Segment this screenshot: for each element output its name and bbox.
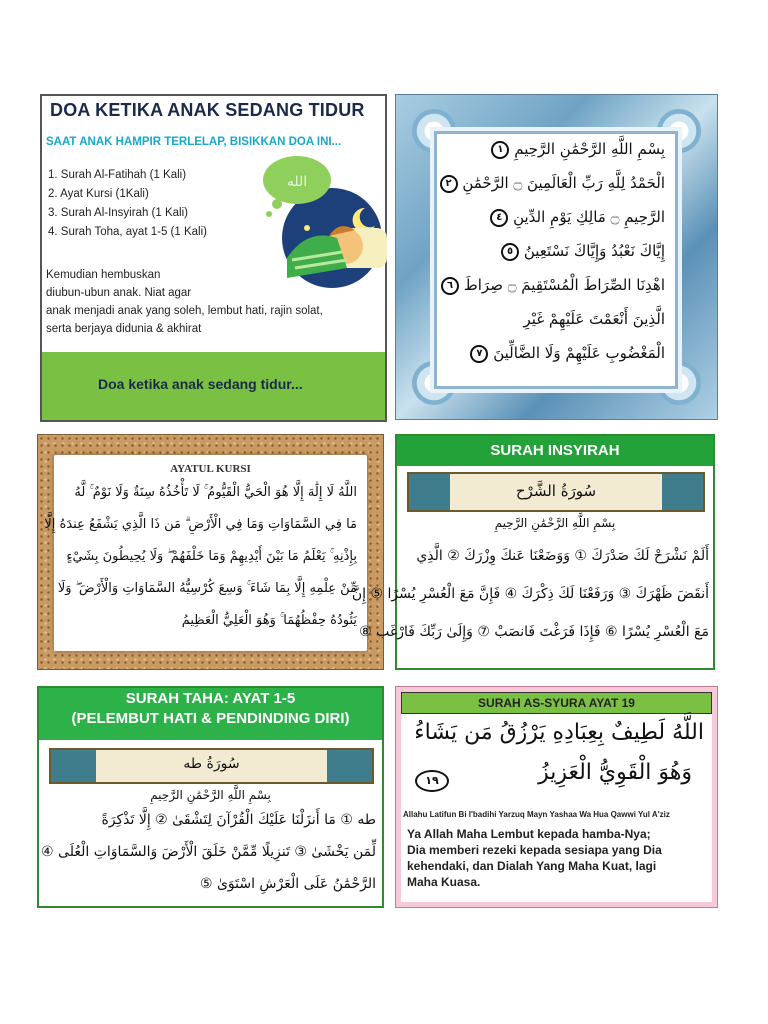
paragraph-line: anak menjadi anak yang soleh, lembut hati, rajin solat, — [46, 305, 323, 317]
translation-line: Dia memberi rezeki kepada sesiapa yang Dia — [407, 843, 662, 857]
list-item: 4. Surah Toha, ayat 1-5 (1 Kali) — [48, 226, 207, 238]
verse-number-icon: ١٩ — [415, 770, 449, 792]
verse-line: مَا فِي السَّمَاوَاتِ وَمَا فِي الْأَرْضِ ۗ مَن ذَا الَّذِي يَشْفَعُ عِندَهُ إِلَّا — [44, 517, 357, 532]
surah-banner — [49, 748, 374, 784]
verse-number-icon: ٥ — [501, 243, 519, 261]
doa-list — [48, 166, 207, 242]
verse-line: اللَّهُ لَا إِلَٰهَ إِلَّا هُوَ الْحَيُّ الْقَيُّومُ ۚ لَا تَأْخُذُهُ سِنَةٌ وَلَا نَوْمٌ ۚ لَّهُ — [74, 485, 357, 500]
verse-line: بِإِذْنِهِ ۚ يَعْلَمُ مَا بَيْنَ أَيْدِيهِمْ وَمَا خَلْفَهُمْ ۖ وَلَا يُحِيطُونَ بِشَيْءٍ — [66, 549, 357, 564]
verse-line: إِيَّاكَ نَعْبُدُ وَإِيَّاكَ نَسْتَعِينُ ٥ — [439, 242, 665, 261]
paragraph-line: Kemudian hembuskan — [46, 269, 161, 281]
translation-line: kehendaki, dan Dialah Yang Maha Kuat, lagi — [407, 859, 657, 873]
banner-text: سُورَةُ طه — [183, 756, 240, 772]
paragraph-line: diubun-ubun anak. Niat agar — [46, 287, 192, 299]
transliteration: Allahu Latifun Bi I'badihi Yarzuq Mayn Yashaa Wa Hua Qawwi Yul A'ziz — [403, 810, 670, 819]
verse-line: أَنقَضَ ظَهْرَكَ ③ وَرَفَعْنَا لَكَ ذِكْرَكَ ④ فَإِنَّ مَعَ الْعُسْرِ يُسْرًا ⑤ إِنَّ — [351, 586, 709, 602]
verse-line: الَّذِينَ أَنْعَمْتَ عَلَيْهِمْ غَيْرِ — [523, 310, 665, 328]
verse-line: اهْدِنَا الصِّرَاطَ الْمُسْتَقِيمَ ۝ صِرَاطَ ٦ — [439, 276, 665, 295]
taha-header — [39, 688, 382, 740]
taha-title: SURAH TAHA: AYAT 1-5 — [125, 690, 296, 707]
doa-paragraph — [46, 266, 386, 338]
doa-title: DOA KETIKA ANAK SEDANG TIDUR — [50, 100, 365, 120]
bismillah: بِسْمِ اللَّهِ الرَّحْمَٰنِ الرَّحِيمِ — [150, 788, 271, 802]
kursi-title: AYATUL KURSI — [170, 463, 251, 475]
verse-line: الرَّحْمَٰنُ عَلَى الْعَرْشِ اسْتَوَىٰ ⑤ — [199, 876, 376, 892]
syura-inner — [401, 692, 712, 902]
paragraph-line: serta berjaya didunia & akhirat — [46, 323, 202, 335]
taha-subtitle: (PELEMBUT HATI & PENDINDING DIRI) — [71, 710, 350, 727]
insyirah-card — [351, 434, 715, 670]
verse-number-icon: ٧ — [470, 345, 488, 363]
doa-subtitle: SAAT ANAK HAMPIR TERLELAP, BISIKKAN DOA INI... — [46, 136, 342, 148]
translation — [407, 826, 707, 890]
verse-number-icon: ١ — [491, 141, 509, 159]
surah-banner — [407, 472, 705, 512]
bismillah: بِسْمِ اللَّهِ الرَّحْمَٰنِ الرَّحِيمِ — [494, 516, 616, 530]
cloud-text: الله — [286, 174, 308, 190]
verse-line: مَعَ الْعُسْرِ يُسْرًا ⑥ فَإِذَا فَرَغْتَ فَانصَبْ ⑦ وَإِلَىٰ رَبِّكَ فَارْغَب ⑧ — [359, 624, 709, 640]
kursi-card — [37, 434, 384, 670]
list-item: 1. Surah Al-Fatihah (1 Kali) — [48, 169, 187, 181]
verse-line: الرَّحِيمِ ۝ مَالِكِ يَوْمِ الدِّينِ ٤ — [439, 208, 665, 227]
kursi-paper — [44, 455, 367, 651]
translation-line: Maha Kuasa. — [407, 875, 481, 889]
verse-line: مِّنْ عِلْمِهِ إِلَّا بِمَا شَاءَ ۚ وَسِعَ كُرْسِيُّهُ السَّمَاوَاتِ وَالْأَرْضَ ۖ وَلَا — [57, 581, 357, 596]
list-item: 3. Surah Al-Insyirah (1 Kali) — [48, 207, 188, 219]
insyirah-title: SURAH INSYIRAH — [397, 436, 713, 466]
verse-line: طه ① مَا أَنزَلْنَا عَلَيْكَ الْقُرْآنَ لِتَشْقَىٰ ② إِلَّا تَذْكِرَةً — [101, 812, 376, 828]
syura-card — [395, 686, 718, 908]
doa-footer-text: Doa ketika anak sedang tidur... — [98, 376, 303, 392]
verse-line: الْمَغْضُوبِ عَلَيْهِمْ وَلَا الضَّالِّينَ ٧ — [439, 344, 665, 363]
verse-line: الْحَمْدُ لِلَّهِ رَبِّ الْعَالَمِينَ ۝ الرَّحْمَٰنِ ٢ — [439, 174, 665, 193]
fatihah-card — [395, 94, 718, 420]
verse-number-icon: ٦ — [441, 277, 459, 295]
verse-line: لِّمَن يَخْشَىٰ ③ تَنزِيلًا مِّمَّنْ خَلَقَ الْأَرْضَ وَالسَّمَاوَاتِ الْعُلَى ④ — [41, 844, 376, 860]
taha-card — [37, 686, 384, 908]
doa-footer — [42, 352, 385, 420]
verse-number-icon: ٤ — [490, 209, 508, 227]
verse-line: بِسْمِ اللَّهِ الرَّحْمَٰنِ الرَّحِيمِ ١ — [439, 140, 665, 159]
verse-number-icon: ٢ — [440, 175, 458, 193]
arabic-line: وَهُوَ الْقَوِيُّ الْعَزِيزُ — [538, 760, 692, 785]
banner-text: سُورَةُ الشَّرْح — [515, 482, 597, 500]
verse-line: أَلَمْ نَشْرَحْ لَكَ صَدْرَكَ ① وَوَضَعْنَا عَنكَ وِزْرَكَ ② الَّذِي — [416, 548, 709, 564]
doa-card — [40, 94, 387, 422]
verse-line: يَئُودُهُ حِفْظُهُمَا ۚ وَهُوَ الْعَلِيُّ الْعَظِيمُ — [181, 613, 357, 628]
translation-line: Ya Allah Maha Lembut kepada hamba-Nya; — [407, 827, 651, 841]
list-item: 2. Ayat Kursi (1Kali) — [48, 188, 149, 200]
arabic-line: اللَّهُ لَطِيفٌ بِعِبَادِهِ يَرْزُقُ مَن يَشَاءُ — [414, 720, 704, 745]
syura-title: SURAH AS-SYURA AYAT 19 — [401, 692, 712, 714]
fatihah-frame — [434, 131, 678, 389]
